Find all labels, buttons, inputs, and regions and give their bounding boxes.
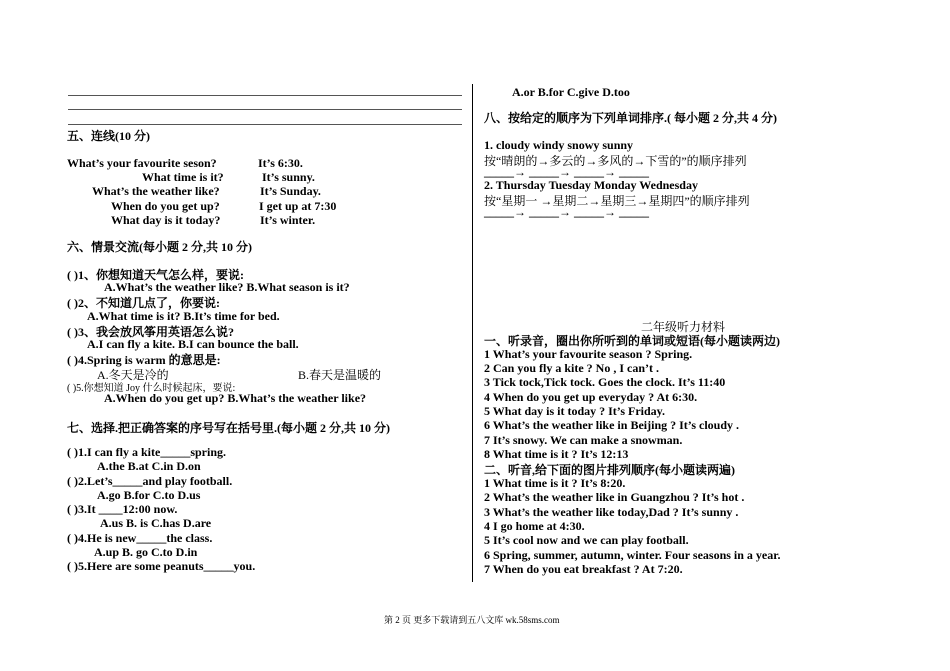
listening-line: 8 What time is it ? It’s 12:13 — [484, 447, 629, 461]
s7-question: ( )5.Here are some peanuts_____you. — [67, 559, 256, 573]
s7-question: ( )4.He is new_____the class. — [67, 531, 213, 545]
match-answer: I get up at 7:30 — [259, 199, 337, 213]
answer-line-1 — [68, 95, 462, 96]
page-footer: 第 2 页 更多下载请到五八文库 wk.58sms.com — [384, 615, 560, 625]
match-answer: It’s 6:30. — [258, 156, 303, 170]
listening-line: 6 What’s the weather like in Beijing ? It’s cloudy . — [484, 418, 740, 432]
s6-q4-option-a: A.冬天是冷的 — [97, 368, 169, 382]
listening-line: 5 What day is it today ? It’s Friday. — [484, 404, 666, 418]
s7-options: A.go B.for C.to D.us — [97, 488, 201, 502]
s8-q2-words: 2. Thursday Tuesday Monday Wednesday — [484, 178, 698, 192]
s8-q1-words: 1. cloudy windy snowy sunny — [484, 138, 634, 152]
match-question: What’s your favourite seson? — [67, 156, 217, 170]
match-question: What day is it today? — [111, 213, 221, 227]
s7-question: ( )3.It ____12:00 now. — [67, 502, 178, 516]
answer-line-3 — [68, 124, 462, 125]
listening-line: 3 Tick tock,Tick tock. Goes the clock. It’s 11:40 — [484, 375, 726, 389]
s7-question: ( )2.Let’s_____and play football. — [67, 474, 233, 488]
section7-title: 七、选择.把正确答案的序号写在括号里.(每小题 2 分,共 10 分) — [67, 421, 390, 435]
s8-q2-answer-blanks: _____→ _____→ _____→ _____ — [484, 205, 649, 219]
match-question: What time is it? — [142, 170, 224, 184]
s6-q2: ( )2、不知道几点了，你要说: — [67, 296, 220, 310]
s7-question: ( )1.I can fly a kite_____spring. — [67, 445, 226, 459]
section5-title: 五、连线(10 分) — [67, 129, 150, 143]
listening-line: 5 It’s cool now and we can play football. — [484, 533, 689, 547]
s6-q5: ( )5.你想知道 Joy 什么时候起床，要说: — [67, 383, 236, 394]
listening-line: 6 Spring, summer, autumn, winter. Four seasons in a year. — [484, 548, 781, 562]
s6-q1: ( )1、你想知道天气怎么样，要说: — [67, 268, 244, 282]
listening-part2-title: 二、听音,给下面的图片排列顺序(每小题读两遍) — [484, 463, 735, 477]
s7-options: A.up B. go C.to D.in — [94, 545, 198, 559]
s7-options: A.the B.at C.in D.on — [97, 459, 201, 473]
column-divider — [472, 84, 473, 582]
top-options: A.or B.for C.give D.too — [512, 85, 630, 99]
s8-q2-instruction: 按“星期一 →星期二→星期三→星期四”的顺序排列 — [484, 194, 750, 208]
listening-line: 4 I go home at 4:30. — [484, 519, 585, 533]
listening-line: 7 It’s snowy. We can make a snowman. — [484, 433, 683, 447]
match-answer: It’s Sunday. — [260, 184, 321, 198]
listening-title: 二年级听力材料 — [641, 320, 726, 334]
s8-q1-instruction: 按“晴朗的→多云的→多风的→下雪的”的顺序排列 — [484, 154, 747, 168]
s7-options: A.us B. is C.has D.are — [100, 516, 212, 530]
s8-q1-answer-blanks: _____→ _____→ _____→ _____ — [484, 165, 649, 179]
s6-q4: ( )4.Spring is warm 的意思是: — [67, 353, 221, 367]
match-question: What’s the weather like? — [92, 184, 220, 198]
s6-q3-options: A.I can fly a kite. B.I can bounce the ball. — [87, 337, 299, 351]
listening-line: 1 What’s your favourite season ? Spring. — [484, 347, 693, 361]
s6-q5-options: A.When do you get up? B.What’s the weather like? — [104, 391, 367, 405]
section8-title: 八、按给定的顺序为下列单词排序.( 每小题 2 分,共 4 分) — [484, 111, 777, 125]
answer-line-2 — [68, 109, 462, 110]
match-answer: It’s winter. — [260, 213, 316, 227]
listening-line: 4 When do you get up everyday ? At 6:30. — [484, 390, 698, 404]
s6-q2-options: A.What time is it? B.It’s time for bed. — [87, 309, 280, 323]
match-answer: It’s sunny. — [262, 170, 315, 184]
listening-part1-title: 一、听录音，圈出你所听到的单词或短语(每小题读两边) — [484, 334, 780, 348]
listening-line: 1 What time is it ? It’s 8:20. — [484, 476, 626, 490]
listening-line: 7 When do you eat breakfast ? At 7:20. — [484, 562, 683, 576]
section6-title: 六、情景交流(每小题 2 分,共 10 分) — [67, 240, 252, 254]
listening-line: 2 Can you fly a kite ? No , I can’t . — [484, 361, 660, 375]
s6-q3: ( )3、我会放风筝用英语怎么说? — [67, 325, 234, 339]
s6-q4-option-b: B.春天是温暖的 — [298, 368, 382, 382]
listening-line: 2 What’s the weather like in Guangzhou ? It’s hot . — [484, 490, 745, 504]
match-question: When do you get up? — [111, 199, 220, 213]
s6-q1-options: A.What’s the weather like? B.What season is it? — [104, 280, 350, 294]
listening-line: 3 What’s the weather like today,Dad ? It’s sunny . — [484, 505, 739, 519]
